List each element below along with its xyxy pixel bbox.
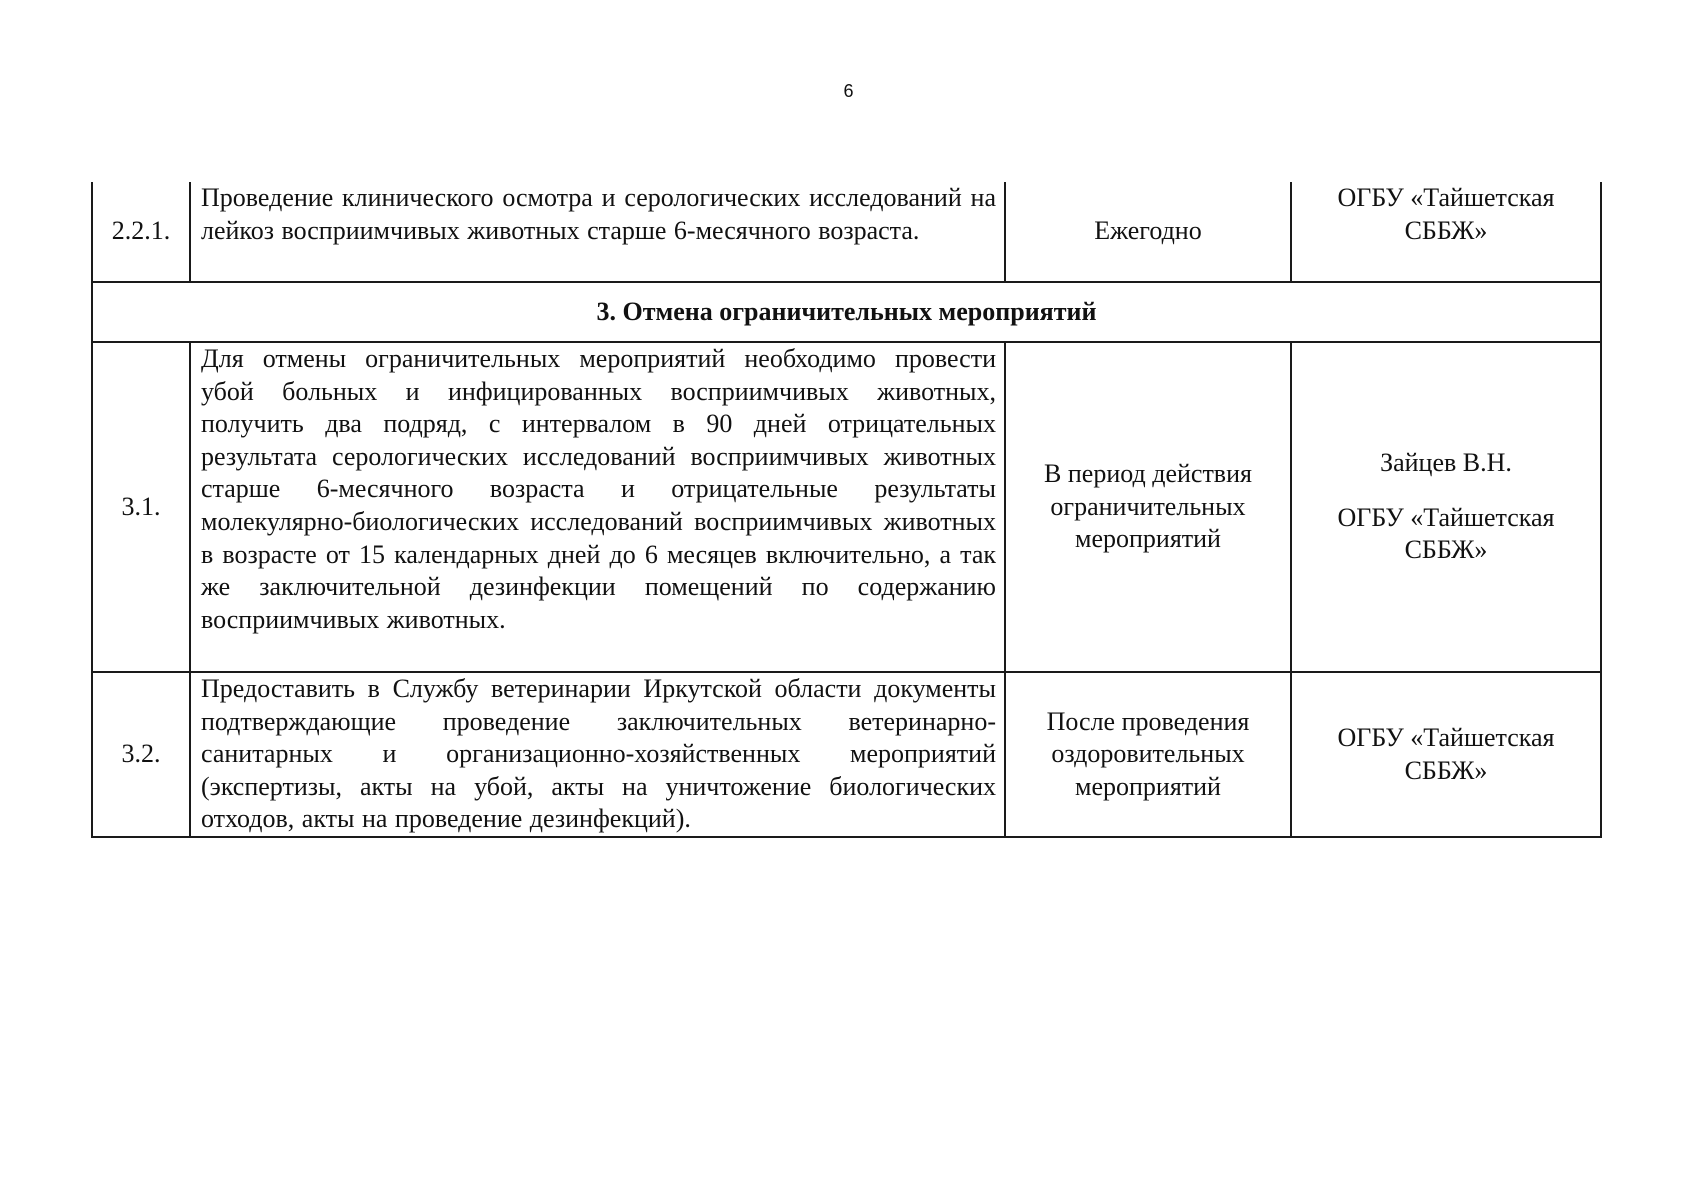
table-row	[92, 672, 1601, 837]
measure-text	[190, 342, 1005, 672]
row-number: 3.2.	[92, 672, 190, 837]
section-header-row	[92, 282, 1601, 342]
section-title: 3. Отмена ограничительных мероприятий	[92, 282, 1601, 342]
responsible-person: Зайцев В.Н.	[1380, 448, 1512, 478]
measure-term: После проведения оздоровительных мероприятий	[1005, 672, 1291, 837]
measure-text-body: Проведение клинического осмотра и серологических исследований на лейкоз восприимчивых животных старше 6-месячного возраста.	[201, 183, 996, 245]
measures-table	[91, 182, 1602, 838]
measure-text	[190, 672, 1005, 837]
measure-responsible	[1291, 342, 1601, 672]
responsible-organization: ОГБУ «Тайшетская СББЖ»	[1337, 502, 1555, 565]
measure-term: В период действия ограничительных мероприятий	[1005, 342, 1291, 672]
measure-term: Ежегодно	[1005, 182, 1291, 282]
responsible-organization: ОГБУ «Тайшетская СББЖ»	[1337, 183, 1555, 245]
measure-responsible	[1291, 182, 1601, 282]
measure-text-body: Для отмены ограничительных мероприятий необходимо провести убой больных и инфицированных восприимчивых животных, получить два подряд, с интервалом в 90 дней отрицательных результата серологических исследований восприимчивых животных старше 6-месячного возраста и отрицательные результаты молекулярно-биологических исследований восприимчивых животных в возрасте от 15 календарных дней до 6 месяцев включительно, а так же заключительной дезинфекции помещений по содержанию восприимчивых животных.	[201, 344, 996, 634]
measure-text-body: Предоставить в Службу ветеринарии Иркутской области документы подтверждающие проведение заключительных ветеринарно-санитарных и организационно-хозяйственных мероприятий (экспертизы, акты на убой, акты на уничтожение биологических отходов, акты на проведение дезинфекций).	[201, 674, 996, 834]
measure-responsible	[1291, 672, 1601, 837]
row-number: 2.2.1.	[92, 182, 190, 282]
measure-text	[190, 182, 1005, 282]
row-number: 3.1.	[92, 342, 190, 672]
table-row	[92, 342, 1601, 672]
table-row	[92, 182, 1601, 282]
responsible-organization: ОГБУ «Тайшетская СББЖ»	[1337, 722, 1555, 785]
page-number: 6	[843, 81, 854, 101]
